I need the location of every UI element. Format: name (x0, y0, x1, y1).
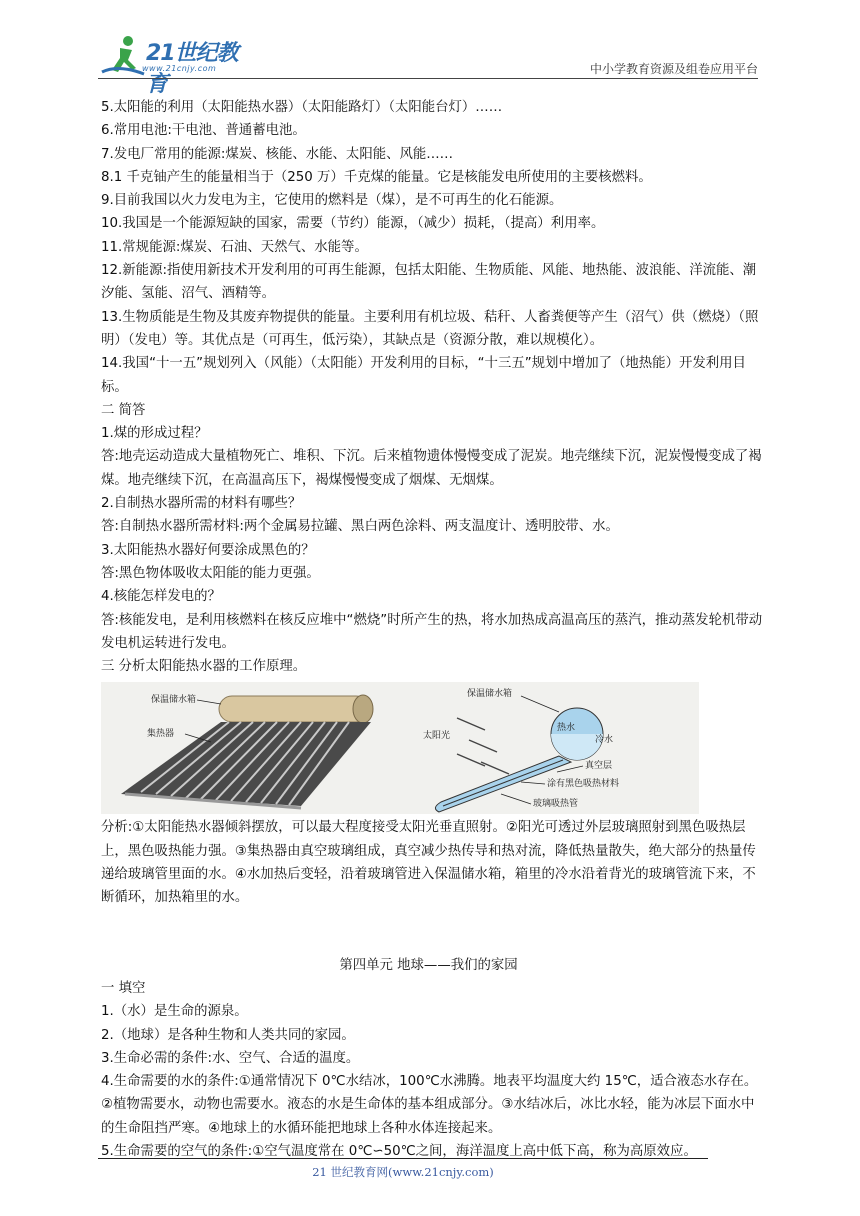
tube-label: 玻璃吸热管 (533, 799, 579, 810)
text-line: 10.我国是一个能源短缺的国家，需要（节约）能源，（减少）损耗，（提高）利用率。 (101, 216, 605, 232)
header-divider (98, 78, 758, 79)
text-line: 2.（地球）是各种生物和人类共同的家园。 (101, 1027, 355, 1043)
cold-water-label: 冷水 (595, 735, 614, 746)
footer-divider (98, 1158, 708, 1159)
analysis-paragraph: 分析:①太阳能热水器倾斜摆放，可以最大程度接受太阳光垂直照射。②阳光可透过外层玻璃照射到黑色吸热层上，黑色吸热能力强。③集热器由真空玻璃组成，真空减少热传导和热对流，降低热量散失，绝大部分的热量传递给玻璃管里面的水。④水加热后变轻，沿着玻璃管进入保温储水箱，箱里的冷水沿着背光的玻璃管流下来，不断循环，加热箱里的水。 (101, 820, 756, 906)
answer: 答:黑色物体吸收太阳能的能力更强。 (101, 565, 320, 581)
text-line: 8.1 千克铀产生的能量相当于（250 万）千克煤的能量。它是核能发电所使用的主要核燃料。 (101, 169, 652, 185)
text-line: 1.（水）是生命的源泉。 (101, 1004, 248, 1020)
text-line: 6.常用电池:干电池、普通蓄电池。 (101, 123, 306, 139)
question: 2.自制热水器所需的材料有哪些？ (101, 496, 302, 512)
question: 3.太阳能热水器好何要涂成黑色的？ (101, 542, 315, 558)
answer: 答:地壳运动造成大量植物死亡、堆积、下沉。后来植物遗体慢慢变成了泥炭。地壳继续下沉，泥炭慢慢变成了褐煤。地壳继续下沉，在高温高压下，褐煤慢慢变成了烟煤、无烟煤。 (101, 449, 762, 488)
solar-heater-figure (101, 682, 699, 814)
page-header (98, 30, 758, 97)
section-heading: 一 填空 (101, 980, 146, 996)
text-line: 11.常规能源:煤炭、石油、天然气、水能等。 (101, 239, 368, 255)
site-logo[interactable] (98, 34, 258, 97)
hot-water-label: 热水 (557, 723, 576, 734)
text-line: 9.目前我国以火力发电为主，它使用的燃料是（煤），是不可再生的化石能源。 (101, 193, 563, 209)
solar-heater-diagram (101, 682, 699, 814)
text-line: 5.生命需要的空气的条件:①空气温度常在 0℃∽50℃之间，海洋温度上高中低下高，称为高原效应。 (101, 1143, 697, 1159)
section-heading: 三 分析太阳能热水器的工作原理。 (101, 659, 307, 675)
text-line: 14.我国“十一五”规划列入（风能）（太阳能）开发利用的目标，“十三五”规划中增加了（地热能）开发利用目标。 (101, 356, 746, 395)
sunlight-label: 太阳光 (423, 731, 451, 742)
text-line: 12.新能源:指使用新技术开发利用的可再生能源，包括太阳能、生物质能、风能、地热能、波浪能、洋流能、潮汐能、氢能、沼气、酒精等。 (101, 263, 757, 302)
text-line: 3.生命必需的条件:水、空气、合适的温度。 (101, 1050, 360, 1066)
answer: 答:核能发电，是利用核燃料在核反应堆中“燃烧”时所产生的热，将水加热成高温高压的蒸汽，推动蒸发轮机带动发电机运转进行发电。 (101, 612, 763, 651)
text-line: 4.生命需要的水的条件:①通常情况下 0℃水结冰，100℃水沸腾。地表平均温度大约 15℃，适合液态水存在。②植物需要水，动物也需要水。液态的水是生命体的基本组成部分。③水结冰后，冰比水轻，能为冰层下面水中的生命阻挡严寒。④地球上的水循环能把地球上各种水体连接起来。 (101, 1074, 758, 1136)
document-body (101, 96, 766, 1163)
left-tank-label: 保温储水箱 (151, 695, 197, 706)
footer-link[interactable]: 21 世纪教育网(www.21cnjy.com) (312, 1165, 494, 1179)
section-heading: 二 简答 (101, 402, 146, 418)
logo-url: www.21cnjy.com (142, 64, 217, 73)
platform-name: 中小学教育资源及组卷应用平台 (589, 62, 758, 76)
right-tank-label: 保温储水箱 (467, 689, 513, 700)
answer: 答:自制热水器所需材料:两个金属易拉罐、黑白两色涂料、两支温度计、透明胶带、水。 (101, 519, 619, 535)
question: 4.核能怎样发电的？ (101, 589, 221, 605)
section-spacer (101, 910, 766, 954)
coating-label: 涂有黑色吸热材料 (547, 779, 620, 790)
chapter-title: 第四单元 地球——我们的家园 (339, 957, 518, 973)
question: 1.煤的形成过程？ (101, 426, 208, 442)
collector-label: 集热器 (147, 729, 175, 740)
text-line: 5.太阳能的利用（太阳能热水器）（太阳能路灯）（太阳能台灯）…… (101, 100, 503, 115)
vacuum-label: 真空层 (585, 761, 613, 772)
logo-text: 21世纪教育 (146, 41, 238, 97)
text-line: 7.发电厂常用的能源:煤炭、核能、水能、太阳能、风能…… (101, 146, 454, 162)
runner-logo-icon (98, 34, 148, 78)
text-line: 13.生物质能是生物及其废弃物提供的能量。主要利用有机垃圾、秸秆、人畜粪便等产生（沼气）供（燃烧）（照明）（发电）等。其优点是（可再生，低污染），其缺点是（资源分散，难以规模化）。 (101, 309, 759, 348)
